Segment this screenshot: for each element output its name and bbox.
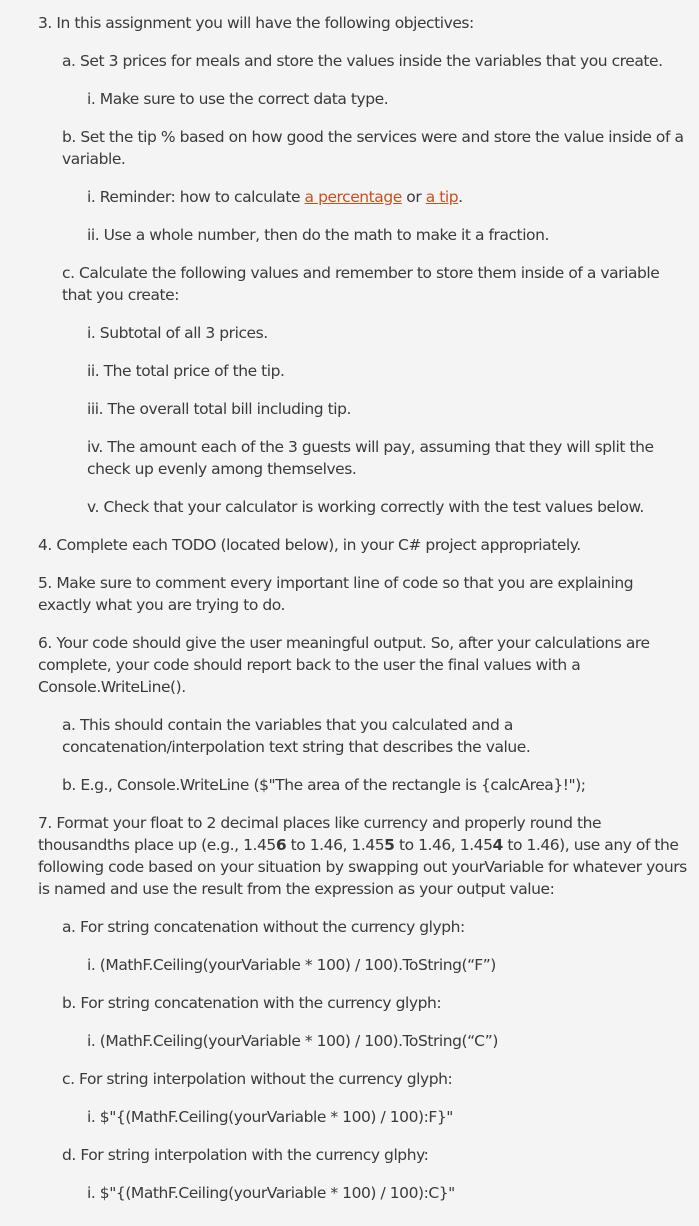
objective-b-i-mid: or [401,188,426,206]
step-7-bold-digit-3: 4 [492,836,503,854]
step-7-b: b. For string concatenation with the currency glyph: [62,994,442,1012]
objective-a-i: i. Make sure to use the correct data type. [87,90,389,108]
objective-b-i [87,186,687,208]
step-7-c-i: i. $"{(MathF.Ceiling(yourVariable * 100) / 100):F}" [87,1108,453,1126]
step-4: 4. Complete each TODO (located below), in your C# project appropriately. [38,536,581,554]
step-6-b: b. E.g., Console.WriteLine ($"The area of the rectangle is {calcArea}!"); [62,776,586,794]
objective-c-v: v. Check that your calculator is working correctly with the test values below. [87,498,644,516]
tip-link[interactable]: a tip [425,188,459,206]
step-7-a: a. For string concatenation without the currency glyph: [62,918,465,936]
step-7-b-i: i. (MathF.Ceiling(yourVariable * 100) / 100).ToString(“C”) [87,1032,498,1050]
step-7-bold-digit-2: 5 [384,836,395,854]
step-7-text-3: to 1.46, 1.45 [394,836,493,854]
step-7-text-1: 7. Format your float to 2 decimal places like currency and properly round the thousandths place up (e.g., 1.45 [38,814,602,854]
step-7-text-2: to 1.46, 1.45 [286,836,385,854]
step-7-c: c. For string interpolation without the currency glyph: [62,1070,453,1088]
objective-c-iv: iv. The amount each of the 3 guests will pay, assuming that they will split the check up evenly among themselves. [87,438,654,478]
objective-c-ii: ii. The total price of the tip. [87,362,285,380]
step-6: 6. Your code should give the user meaningful output. So, after your calculations are complete, your code should report back to the user the final values with a Console.WriteLine(). [38,634,650,696]
objective-c: c. Calculate the following values and remember to store them inside of a variable that you create: [62,264,660,304]
step-7-bold-digit-1: 6 [275,836,287,854]
objective-b-ii: ii. Use a whole number, then do the math to make it a fraction. [87,226,549,244]
step-7-d-i: i. $"{(MathF.Ceiling(yourVariable * 100) / 100):C}" [87,1184,455,1202]
objective-c-iii: iii. The overall total bill including tip. [87,400,351,418]
step-5: 5. Make sure to comment every important line of code so that you are explaining exactly what you are trying to do. [38,574,634,614]
objective-a: a. Set 3 prices for meals and store the values inside the variables that you create. [62,52,663,70]
percentage-link[interactable]: a percentage [304,188,402,206]
objective-c-i: i. Subtotal of all 3 prices. [87,324,268,342]
objectives-heading: 3. In this assignment you will have the following objectives: [38,14,474,32]
step-7-text-4: to 1.46), use any of the following code based on your situation by swapping out yourVariable for whatever yours is named and use the result from the expression as your output value: [38,836,687,898]
step-7-d: d. For string interpolation with the currency glphy: [62,1146,429,1164]
objective-b-i-suffix: . [458,188,463,206]
step-6-a: a. This should contain the variables that you calculated and a concatenation/interpolation text string that describes the value. [62,716,531,756]
step-7 [38,812,688,900]
step-7-a-i: i. (MathF.Ceiling(yourVariable * 100) / 100).ToString(“F”) [87,956,496,974]
objective-b-i-prefix: i. Reminder: how to calculate [87,188,305,206]
objective-b: b. Set the tip % based on how good the services were and store the value inside of a variable. [62,128,684,168]
